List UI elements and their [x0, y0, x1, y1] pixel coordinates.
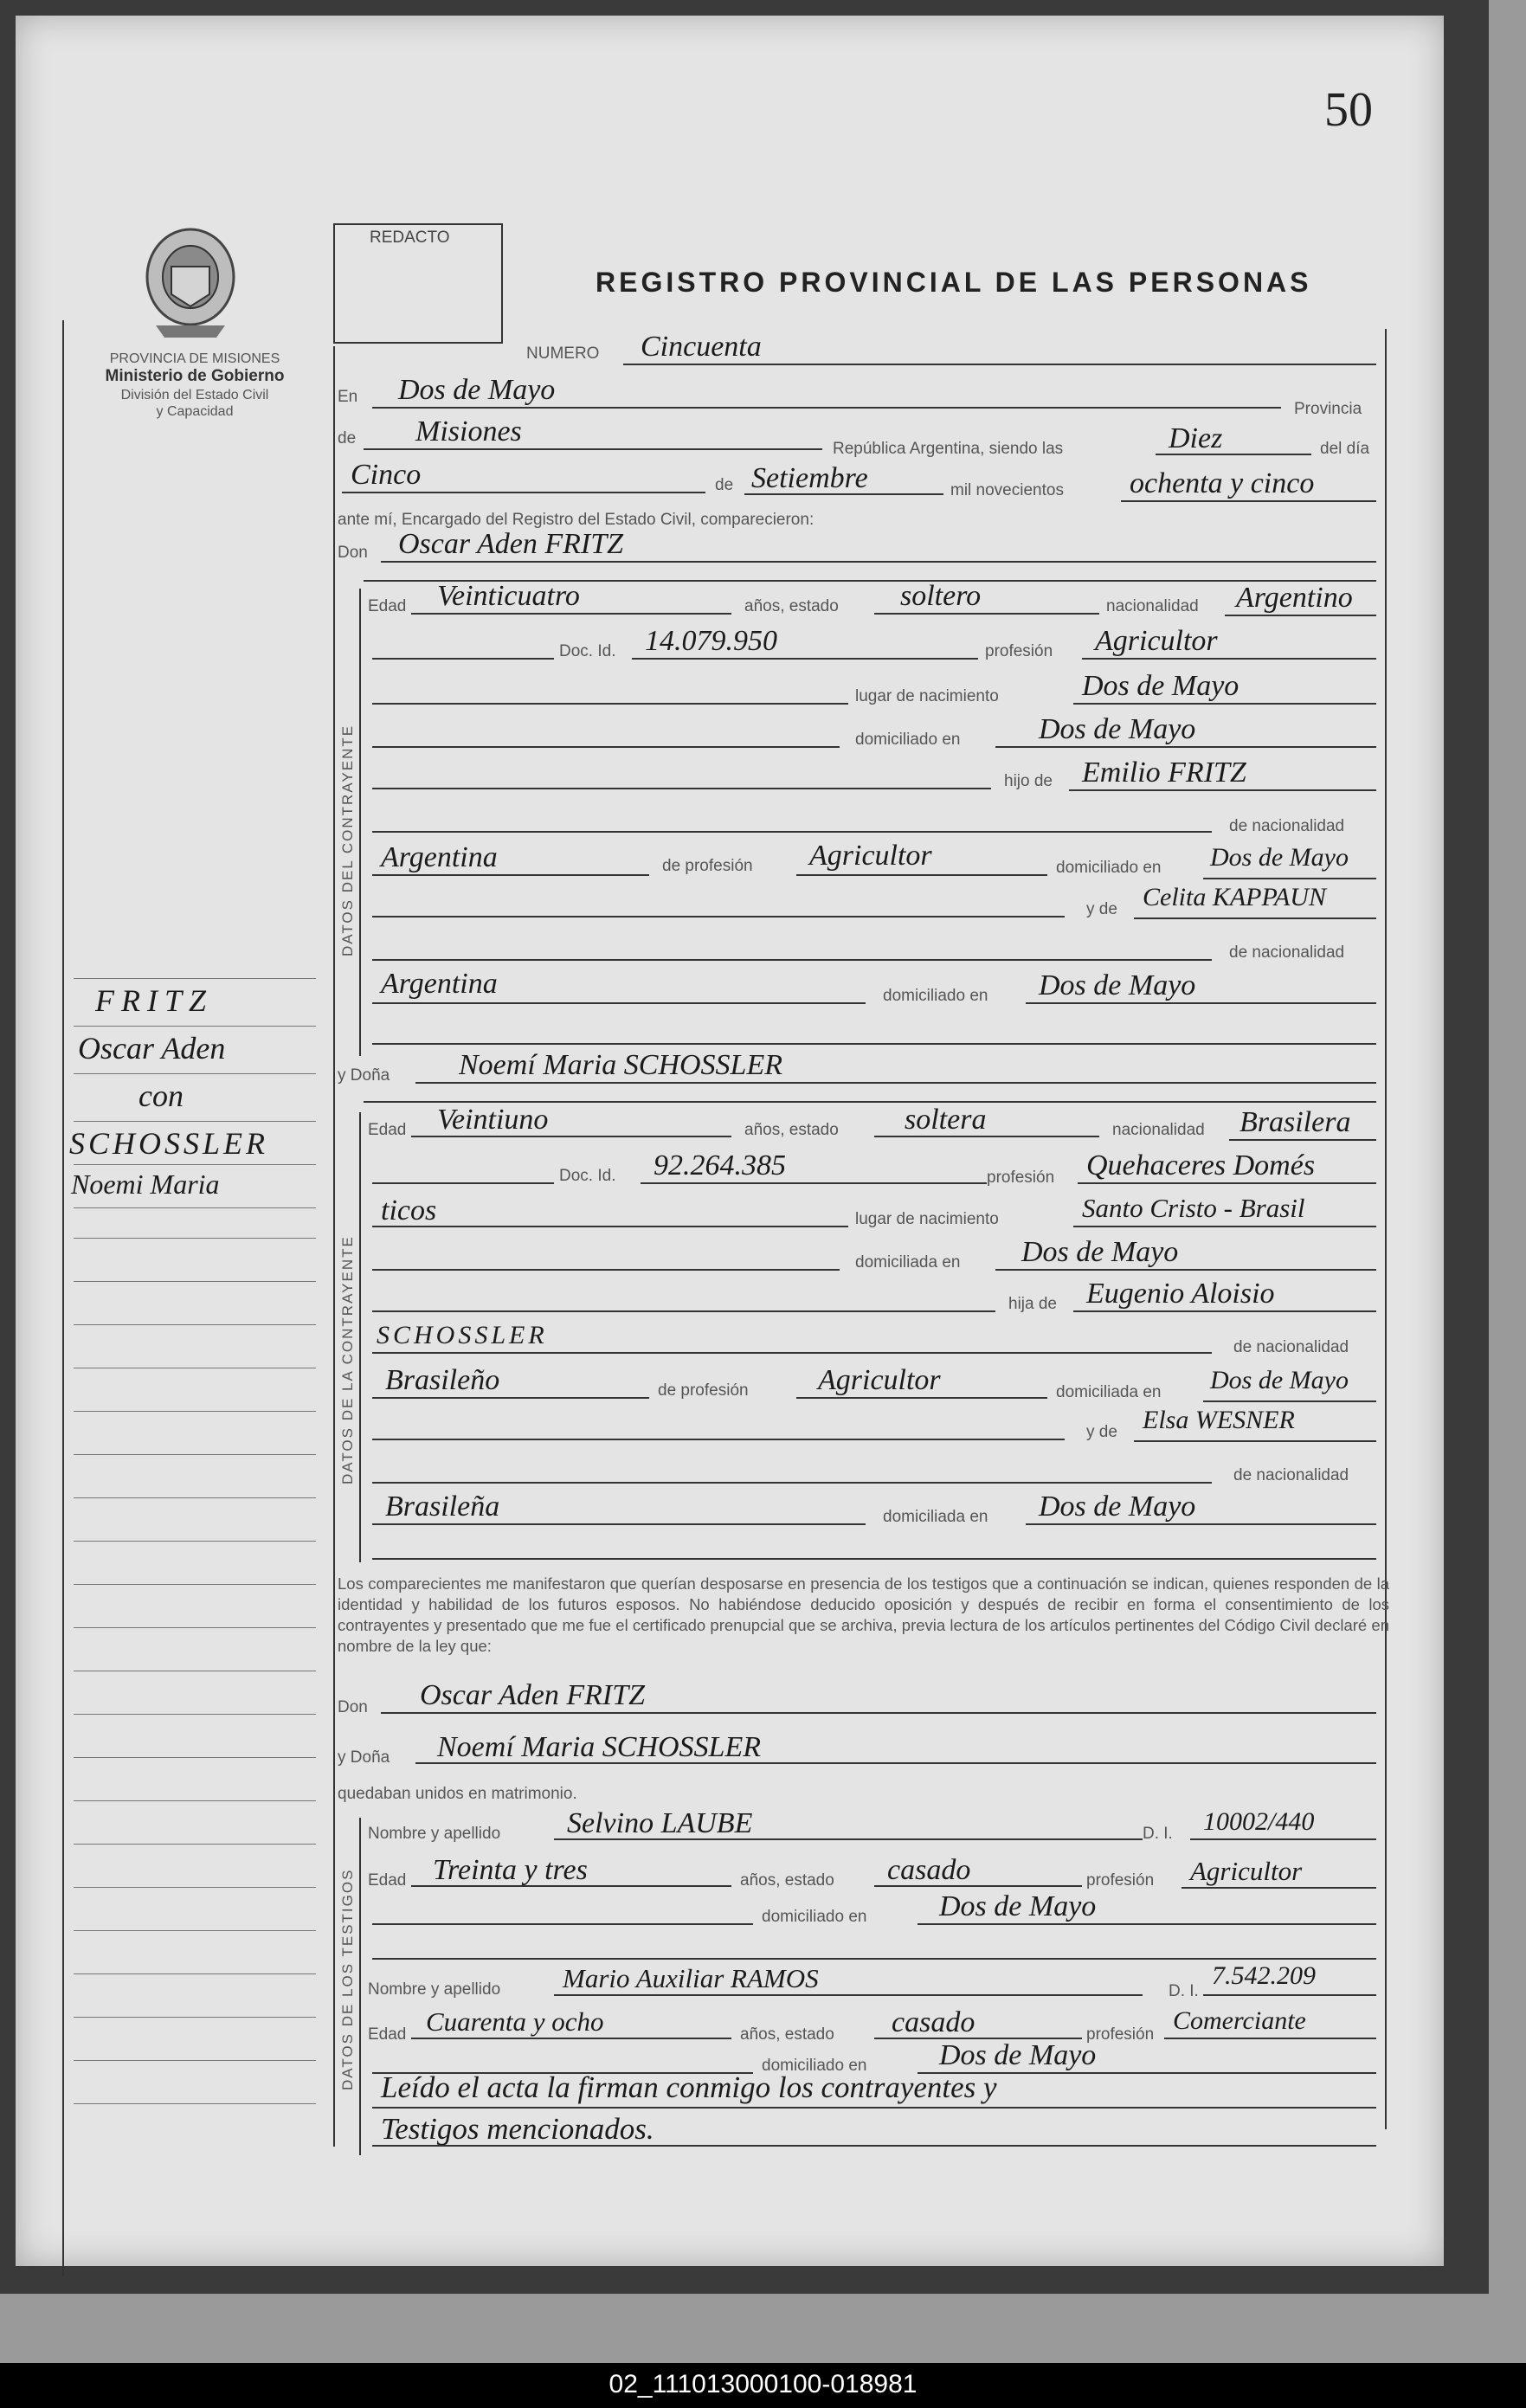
f-nac-label: nacionalidad: [1112, 1121, 1205, 1139]
hora-value: Diez: [1169, 422, 1223, 454]
f-profesion-value: Quehaceres Domés: [1086, 1149, 1316, 1181]
f-madre-dom-value: Dos de Mayo: [1039, 1491, 1196, 1523]
f-lugarnac-value: Santo Cristo - Brasil: [1082, 1193, 1305, 1223]
f-yde-label: y de: [1086, 1423, 1117, 1441]
decl-dona-name: Noemí Maria SCHOSSLER: [437, 1731, 761, 1763]
closing-line-1: Leído el acta la firman conmigo los contrayentes y: [381, 2070, 997, 2104]
t1-anios-label: años, estado: [740, 1871, 834, 1890]
en-label: En: [338, 388, 358, 406]
org-line-2: Ministerio de Gobierno: [105, 367, 285, 386]
c-edad-label: Edad: [368, 597, 407, 615]
c-padre-nac-value: Argentina: [381, 841, 498, 873]
c-hijo-label: hijo de: [1004, 772, 1053, 790]
contrayente-bracket: [359, 589, 361, 1056]
c-madre-nac-value: Argentina: [381, 968, 498, 1000]
c-denac-label: de nacionalidad: [1229, 817, 1345, 835]
contrayenta-bracket: [359, 1112, 361, 1562]
contrayente-section-label: DATOS DEL CONTRAYENTE: [339, 724, 356, 956]
c-prof-label: profesión: [985, 642, 1053, 660]
issuing-authority: [69, 351, 320, 420]
c-yde-label: y de: [1086, 900, 1117, 918]
t2-nombre-label: Nombre y apellido: [368, 1980, 501, 1999]
c-dom2-label: domiciliado en: [883, 987, 988, 1005]
t2-estado-value: casado: [892, 2006, 975, 2038]
f-padre-prof-value: Agricultor: [818, 1364, 941, 1396]
f-lugarnac-label: lugar de nacimiento: [855, 1210, 999, 1228]
republica-label: República Argentina, siendo las: [833, 440, 1064, 458]
page-number: 50: [1324, 83, 1373, 137]
t2-di-label: D. I.: [1169, 1982, 1199, 2000]
t2-prof-value: Comerciante: [1173, 2006, 1306, 2035]
c-anios-label: años, estado: [744, 597, 839, 615]
c-dom-value: Dos de Mayo: [1039, 713, 1196, 745]
f-padre-dom-value: Dos de Mayo: [1210, 1366, 1349, 1394]
t1-edad-label: Edad: [368, 1871, 407, 1890]
c-nacionalidad-value: Argentino: [1236, 582, 1353, 614]
contrayenta-section-label: DATOS DE LA CONTRAYENTE: [339, 1235, 356, 1484]
t1-edad-value: Treinta y tres: [433, 1854, 588, 1886]
f-hija-label: hija de: [1008, 1295, 1057, 1313]
f-deprof-label: de profesión: [658, 1381, 749, 1400]
f-padre-apellido: SCHOSSLER: [377, 1321, 548, 1349]
don-name: Oscar Aden FRITZ: [398, 528, 624, 560]
form-left-rule: [333, 346, 335, 2147]
page-title: REGISTRO PROVINCIAL DE LAS PERSONAS: [596, 267, 1312, 298]
provincia-label: Provincia: [1294, 400, 1362, 418]
ante-label: ante mí, Encargado del Registro del Estado Civil, comparecieron:: [338, 511, 815, 529]
de-mes-label: de: [715, 476, 734, 494]
margin-line-2: Oscar Aden: [78, 1031, 226, 1066]
form-right-rule: [1385, 329, 1387, 2129]
anio-value: ochenta y cinco: [1130, 467, 1315, 499]
f-denac-label: de nacionalidad: [1233, 1338, 1349, 1356]
margin-line-5: Noemi Maria: [71, 1169, 220, 1200]
t2-anios-label: años, estado: [740, 2025, 834, 2044]
c-padre-value: Emilio FRITZ: [1082, 757, 1246, 789]
dona-label: y Doña: [338, 1066, 390, 1085]
t2-prof-label: profesión: [1086, 2025, 1155, 2044]
margin-line-1: FRITZ: [95, 983, 214, 1018]
org-line-4: y Capacidad: [156, 404, 234, 420]
redacto-label: REDACTO: [370, 229, 450, 247]
c-lugarnac-value: Dos de Mayo: [1082, 670, 1239, 702]
c-denac2-label: de nacionalidad: [1229, 943, 1345, 962]
footer-code: 02_111013000100-018981: [608, 2370, 918, 2398]
t1-di-value: 10002/440: [1203, 1807, 1315, 1836]
t1-dom-label: domiciliado en: [762, 1908, 867, 1926]
t1-prof-value: Agricultor: [1190, 1856, 1303, 1886]
c-doc-value: 14.079.950: [645, 625, 777, 657]
f-profesion-cont: ticos: [381, 1194, 437, 1227]
decl-don-label: Don: [338, 1698, 368, 1716]
f-dom-value: Dos de Mayo: [1021, 1236, 1179, 1268]
f-padre-value: Eugenio Aloisio: [1086, 1278, 1275, 1310]
numero-label: NUMERO: [526, 344, 600, 363]
margin-line-3: con: [138, 1078, 184, 1113]
de-label: de: [338, 429, 357, 447]
f-domen-label: domiciliada en: [1056, 1383, 1162, 1401]
f-dom2-label: domiciliada en: [883, 1508, 988, 1526]
mil-label: mil novecientos: [950, 481, 1064, 499]
decl-dona-label: y Doña: [338, 1748, 390, 1767]
dia-value: Cinco: [351, 459, 422, 491]
t1-di-label: D. I.: [1143, 1825, 1173, 1843]
provincia-value: Misiones: [415, 415, 522, 447]
f-doc-label: Doc. Id.: [559, 1167, 616, 1185]
don-label: Don: [338, 544, 368, 562]
t2-nombre-value: Mario Auxiliar RAMOS: [563, 1963, 819, 1993]
f-anios-label: años, estado: [744, 1121, 839, 1139]
c-padre-prof-value: Agricultor: [809, 840, 932, 872]
c-doc-label: Doc. Id.: [559, 642, 616, 660]
t2-edad-label: Edad: [368, 2025, 407, 2044]
t2-edad-value: Cuarenta y ocho: [426, 2006, 604, 2037]
del-dia-label: del día: [1320, 440, 1370, 458]
margin-line-4: SCHOSSLER: [69, 1126, 269, 1161]
c-madre-value: Celita KAPPAUN: [1143, 883, 1326, 911]
t2-dom-value: Dos de Mayo: [939, 2039, 1097, 2071]
t1-dom-value: Dos de Mayo: [939, 1890, 1097, 1922]
c-padre-dom-value: Dos de Mayo: [1210, 843, 1349, 872]
org-line-1: PROVINCIA DE MISIONES: [109, 351, 280, 366]
t2-dom-label: domiciliado en: [762, 2057, 867, 2075]
redacto-box: [333, 223, 503, 344]
c-nac-label: nacionalidad: [1106, 597, 1199, 615]
c-edad-value: Veinticuatro: [437, 580, 580, 612]
f-nacionalidad-value: Brasilera: [1239, 1106, 1351, 1138]
f-edad-label: Edad: [368, 1121, 407, 1139]
lugar-value: Dos de Mayo: [398, 374, 556, 406]
f-prof-label: profesión: [987, 1169, 1055, 1187]
closing-line-2: Testigos mencionados.: [381, 2112, 654, 2146]
f-edad-value: Veintiuno: [437, 1104, 549, 1136]
c-lugarnac-label: lugar de nacimiento: [855, 687, 999, 705]
c-domen-label: domiciliado en: [1056, 859, 1162, 877]
f-estado-value: soltera: [905, 1104, 987, 1136]
f-padre-nac-value: Brasileño: [385, 1364, 500, 1396]
margin-rule: [62, 320, 64, 2276]
c-profesion-value: Agricultor: [1095, 625, 1218, 657]
testigos-section-label: DATOS DE LOS TESTIGOS: [339, 1868, 356, 2090]
c-estado-value: soltero: [900, 580, 982, 612]
mes-value: Setiembre: [751, 462, 868, 494]
f-dom-label: domiciliada en: [855, 1253, 961, 1272]
f-madre-value: Elsa WESNER: [1143, 1406, 1295, 1434]
decl-don-name: Oscar Aden FRITZ: [420, 1679, 646, 1711]
f-denac2-label: de nacionalidad: [1233, 1466, 1349, 1484]
c-dom-label: domiciliado en: [855, 731, 961, 749]
c-madre-dom-value: Dos de Mayo: [1039, 969, 1196, 1001]
decl-unidos: quedaban unidos en matrimonio.: [338, 1785, 577, 1803]
t1-nombre-value: Selvino LAUBE: [567, 1807, 753, 1839]
c-deprof-label: de profesión: [662, 857, 753, 875]
org-line-3: División del Estado Civil: [120, 387, 269, 402]
f-doc-value: 92.264.385: [654, 1149, 786, 1181]
numero-value: Cincuenta: [641, 331, 762, 363]
t1-nombre-label: Nombre y apellido: [368, 1825, 501, 1843]
t2-di-value: 7.542.209: [1212, 1961, 1316, 1990]
f-madre-nac-value: Brasileña: [385, 1491, 500, 1523]
coat-of-arms-icon: [138, 223, 242, 344]
dona-name: Noemí Maria SCHOSSLER: [459, 1049, 782, 1081]
testigos-bracket: [359, 1818, 361, 2155]
t1-estado-value: casado: [887, 1854, 971, 1886]
declaration-paragraph: Los comparecientes me manifestaron que querían desposarse en presencia de los testigos que a continuación se indican, quienes responden de la identidad y habilidad de los futuros esposos. No habiéndose deducido oposición y después de recibir en forma el consentimiento de los contrayentes y presentado que me fue el certificado prenupcial que se archiva, previa lectura de los artículos pertinentes del Código Civil declaré en nombre de la ley que:: [338, 1574, 1389, 1656]
t1-prof-label: profesión: [1086, 1871, 1155, 1890]
